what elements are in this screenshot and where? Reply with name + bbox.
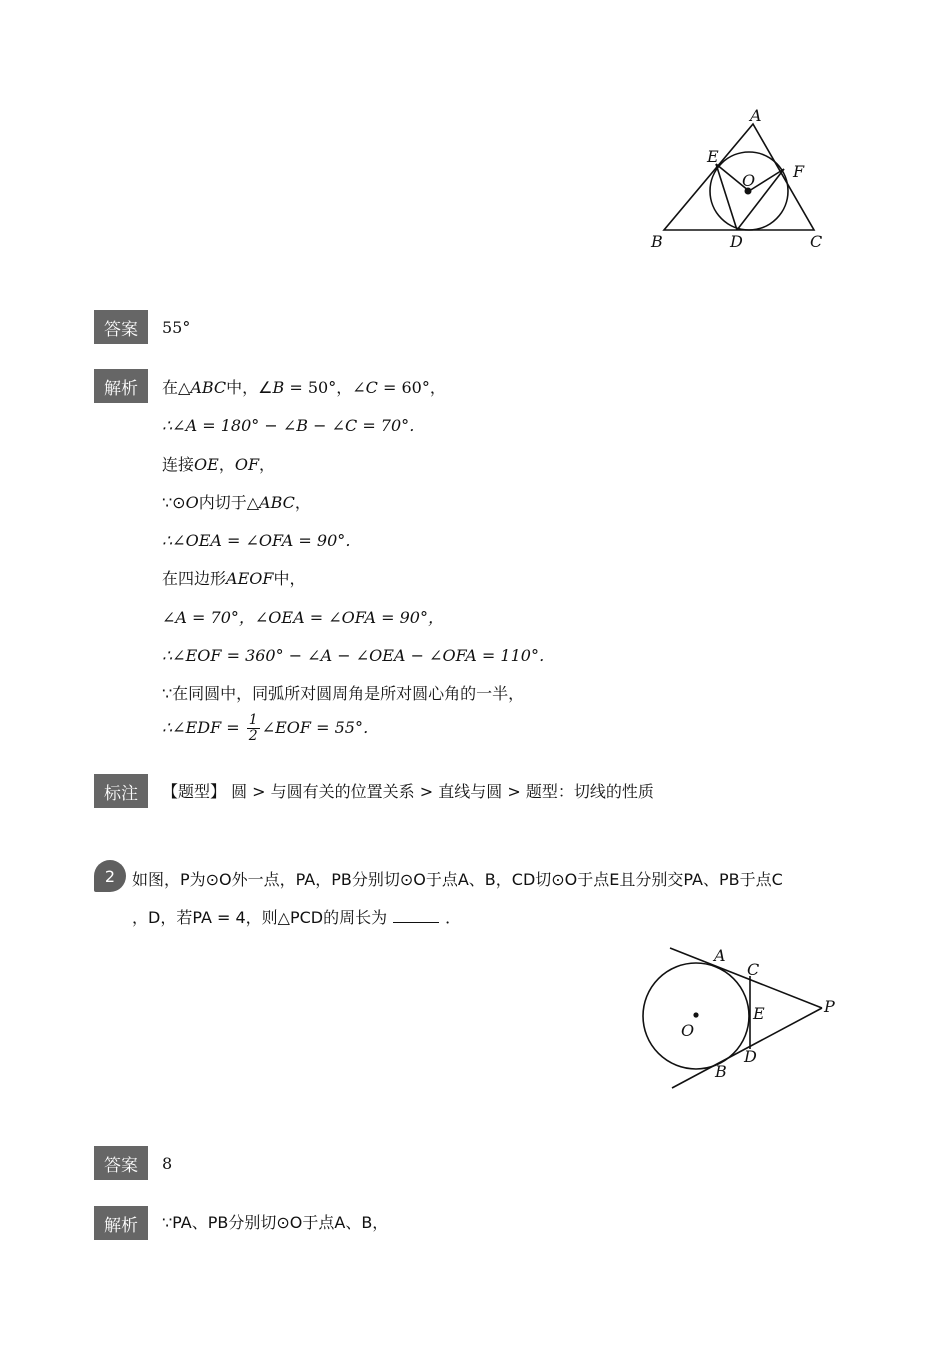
analysis-2-line-1: ∵PA、PB分别切⊙O于点A、B， xyxy=(162,1213,389,1232)
question-number-badge: 2 xyxy=(94,860,126,892)
question-2-line-1: 如图，P为⊙O外一点，PA，PB分别切⊙O于点A、B，CD切⊙O于点E且分别交PA、PB于点C xyxy=(132,870,783,889)
analysis-line-10: ∴∠EDF = $\frac{1}{2}$ ∠EOF = 55°． xyxy=(162,712,379,744)
analysis-line-5: ∴∠OEA = ∠OFA = 90°． xyxy=(162,531,362,550)
analysis-line-6: 在四边形AEOF中， xyxy=(162,569,306,588)
analysis-line-8: ∴∠EOF = 360° − ∠A − ∠OEA − ∠OFA = 110°． xyxy=(162,646,555,665)
label-o: O xyxy=(742,171,756,190)
label-d: D xyxy=(730,232,743,251)
fraction-half: $\frac{1}{2}$ xyxy=(248,712,258,744)
analysis-line-2: ∴∠A = 180° − ∠B − ∠C = 70°． xyxy=(162,416,426,435)
answer-value-2: 8 xyxy=(162,1154,173,1173)
label-a: A xyxy=(750,106,762,125)
center-point-o2 xyxy=(693,1012,698,1017)
label-p2: P xyxy=(824,997,835,1016)
analysis-line-4: ∵⊙O内切于△ABC， xyxy=(162,493,311,512)
label-e2: E xyxy=(753,1004,765,1023)
label-d2: D xyxy=(744,1047,757,1066)
label-e: E xyxy=(707,147,719,166)
analysis-tag: 解析 xyxy=(94,369,148,403)
label-b: B xyxy=(651,232,663,251)
label-b2: B xyxy=(715,1062,727,1081)
analysis-line-7: ∠A = 70°，∠OEA = ∠OFA = 90°， xyxy=(162,608,444,627)
analysis-line-9: ∵在同圆中，同弧所对圆周角是所对圆心角的一半， xyxy=(162,684,525,703)
answer-tag-2: 答案 xyxy=(94,1146,148,1180)
triangle-abc xyxy=(664,124,814,230)
label-c: C xyxy=(810,232,823,251)
note-text: 【题型】 圆 > 与圆有关的位置关系 > 直线与圆 > 题型：切线的性质 xyxy=(162,782,654,801)
note-tag: 标注 xyxy=(94,774,148,808)
label-o2: O xyxy=(681,1021,695,1040)
question-2-line-2: ，D，若PA = 4，则△PCD的周长为 ． xyxy=(132,908,462,927)
label-a2: A xyxy=(714,946,726,965)
label-c2: C xyxy=(747,960,760,979)
figure-tangents xyxy=(630,940,850,1100)
figure-triangle-incircle xyxy=(640,100,840,260)
analysis-line-3: 连接OE，OF， xyxy=(162,455,276,474)
answer-blank xyxy=(393,908,439,923)
analysis-line-1: 在△ABC中，∠B = 50°，∠C = 60°， xyxy=(162,378,446,397)
answer-value: 55° xyxy=(162,318,191,337)
label-f: F xyxy=(793,162,805,181)
answer-tag: 答案 xyxy=(94,310,148,344)
analysis-tag-2: 解析 xyxy=(94,1206,148,1240)
